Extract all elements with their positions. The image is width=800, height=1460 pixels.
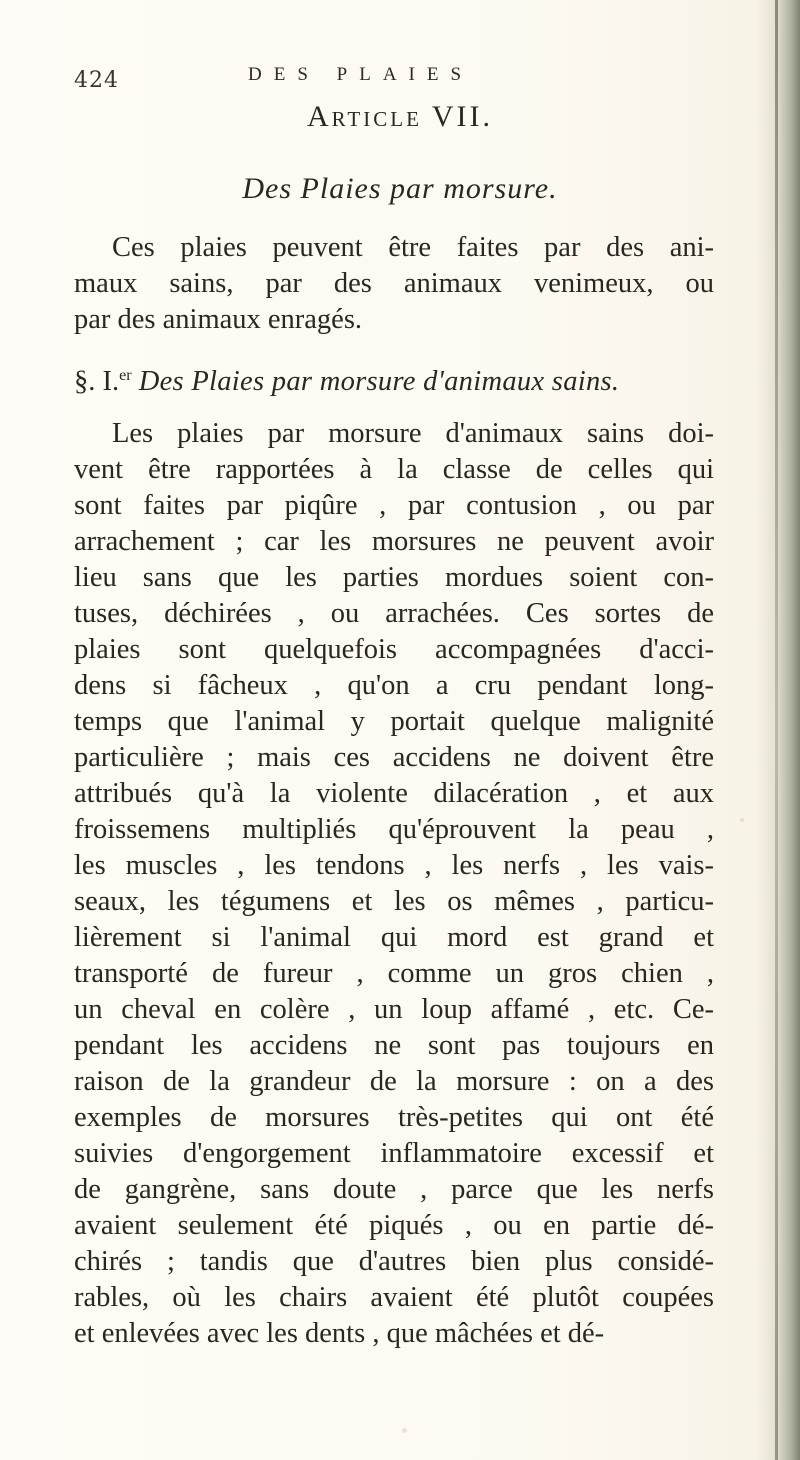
text-line: tuses, déchirées , ou arrachées. Ces sortes de <box>74 598 714 629</box>
text-line: lièrement si l'animal qui mord est grand et <box>74 922 714 953</box>
section-heading-text: Des Plaies par morsure d'animaux sains. <box>138 366 620 397</box>
paper-spot <box>402 1428 407 1433</box>
text-line: suivies d'engorgement inflammatoire excessif et <box>74 1138 714 1169</box>
text-line: pendant les accidens ne sont pas toujours en <box>74 1030 714 1061</box>
section-number-sup: er <box>119 367 132 384</box>
page-binding-edge <box>756 0 800 1460</box>
text-line: lieu sans que les parties mordues soient con- <box>74 562 714 593</box>
text-line: maux sains, par des animaux venimeux, ou <box>74 268 714 299</box>
text-line: attribués qu'à la violente dilacération , et aux <box>74 778 714 809</box>
text-line: de gangrène, sans doute , parce que les nerfs <box>74 1174 714 1205</box>
text-line: seaux, les tégumens et les os mêmes , particu- <box>74 886 714 917</box>
page-number: 424 <box>74 68 119 93</box>
running-head: DES PLAIES <box>248 64 474 85</box>
text-line: particulière ; mais ces accidens ne doivent être <box>74 742 714 773</box>
text-line: les muscles , les tendons , les nerfs , les vais- <box>74 850 714 881</box>
text-line: froissemens multipliés qu'éprouvent la peau , <box>74 814 714 845</box>
binding-shadow-line <box>775 0 778 1460</box>
text-line: avaient seulement été piqués , ou en partie dé- <box>74 1210 714 1241</box>
text-line: vent être rapportées à la classe de celles qui <box>74 454 714 485</box>
text-line: temps que l'animal y portait quelque malignité <box>74 706 714 737</box>
section-heading <box>74 366 714 398</box>
section-number: §. I. <box>74 366 120 397</box>
text-line: dens si fâcheux , qu'on a cru pendant long- <box>74 670 714 701</box>
text-line: par des animaux enragés. <box>74 304 363 335</box>
article-title: Article VII. <box>307 100 493 133</box>
text-line: raison de la grandeur de la morsure : on a des <box>74 1066 714 1097</box>
text-line: plaies sont quelquefois accompagnées d'acci- <box>74 634 714 665</box>
intro-paragraph <box>74 230 714 338</box>
body-paragraph <box>74 416 714 1352</box>
text-line: sont faites par piqûre , par contusion , ou par <box>74 490 714 521</box>
text-line: transporté de fureur , comme un gros chien , <box>74 958 714 989</box>
text-line: Les plaies par morsure d'animaux sains doi- <box>112 418 714 449</box>
text-line: exemples de morsures très-petites qui ont été <box>74 1102 714 1133</box>
article-subtitle: Des Plaies par morsure. <box>242 172 558 205</box>
text-line: et enlevées avec les dents , que mâchées et dé- <box>74 1318 605 1349</box>
text-line: chirés ; tandis que d'autres bien plus considé- <box>74 1246 714 1277</box>
text-line: arrachement ; car les morsures ne peuvent avoir <box>74 526 714 557</box>
text-line: un cheval en colère , un loup affamé , etc. Ce- <box>74 994 714 1025</box>
paper-spot <box>740 818 744 822</box>
text-line: Ces plaies peuvent être faites par des ani- <box>112 232 714 263</box>
text-line: rables, où les chairs avaient été plutôt coupées <box>74 1282 714 1313</box>
